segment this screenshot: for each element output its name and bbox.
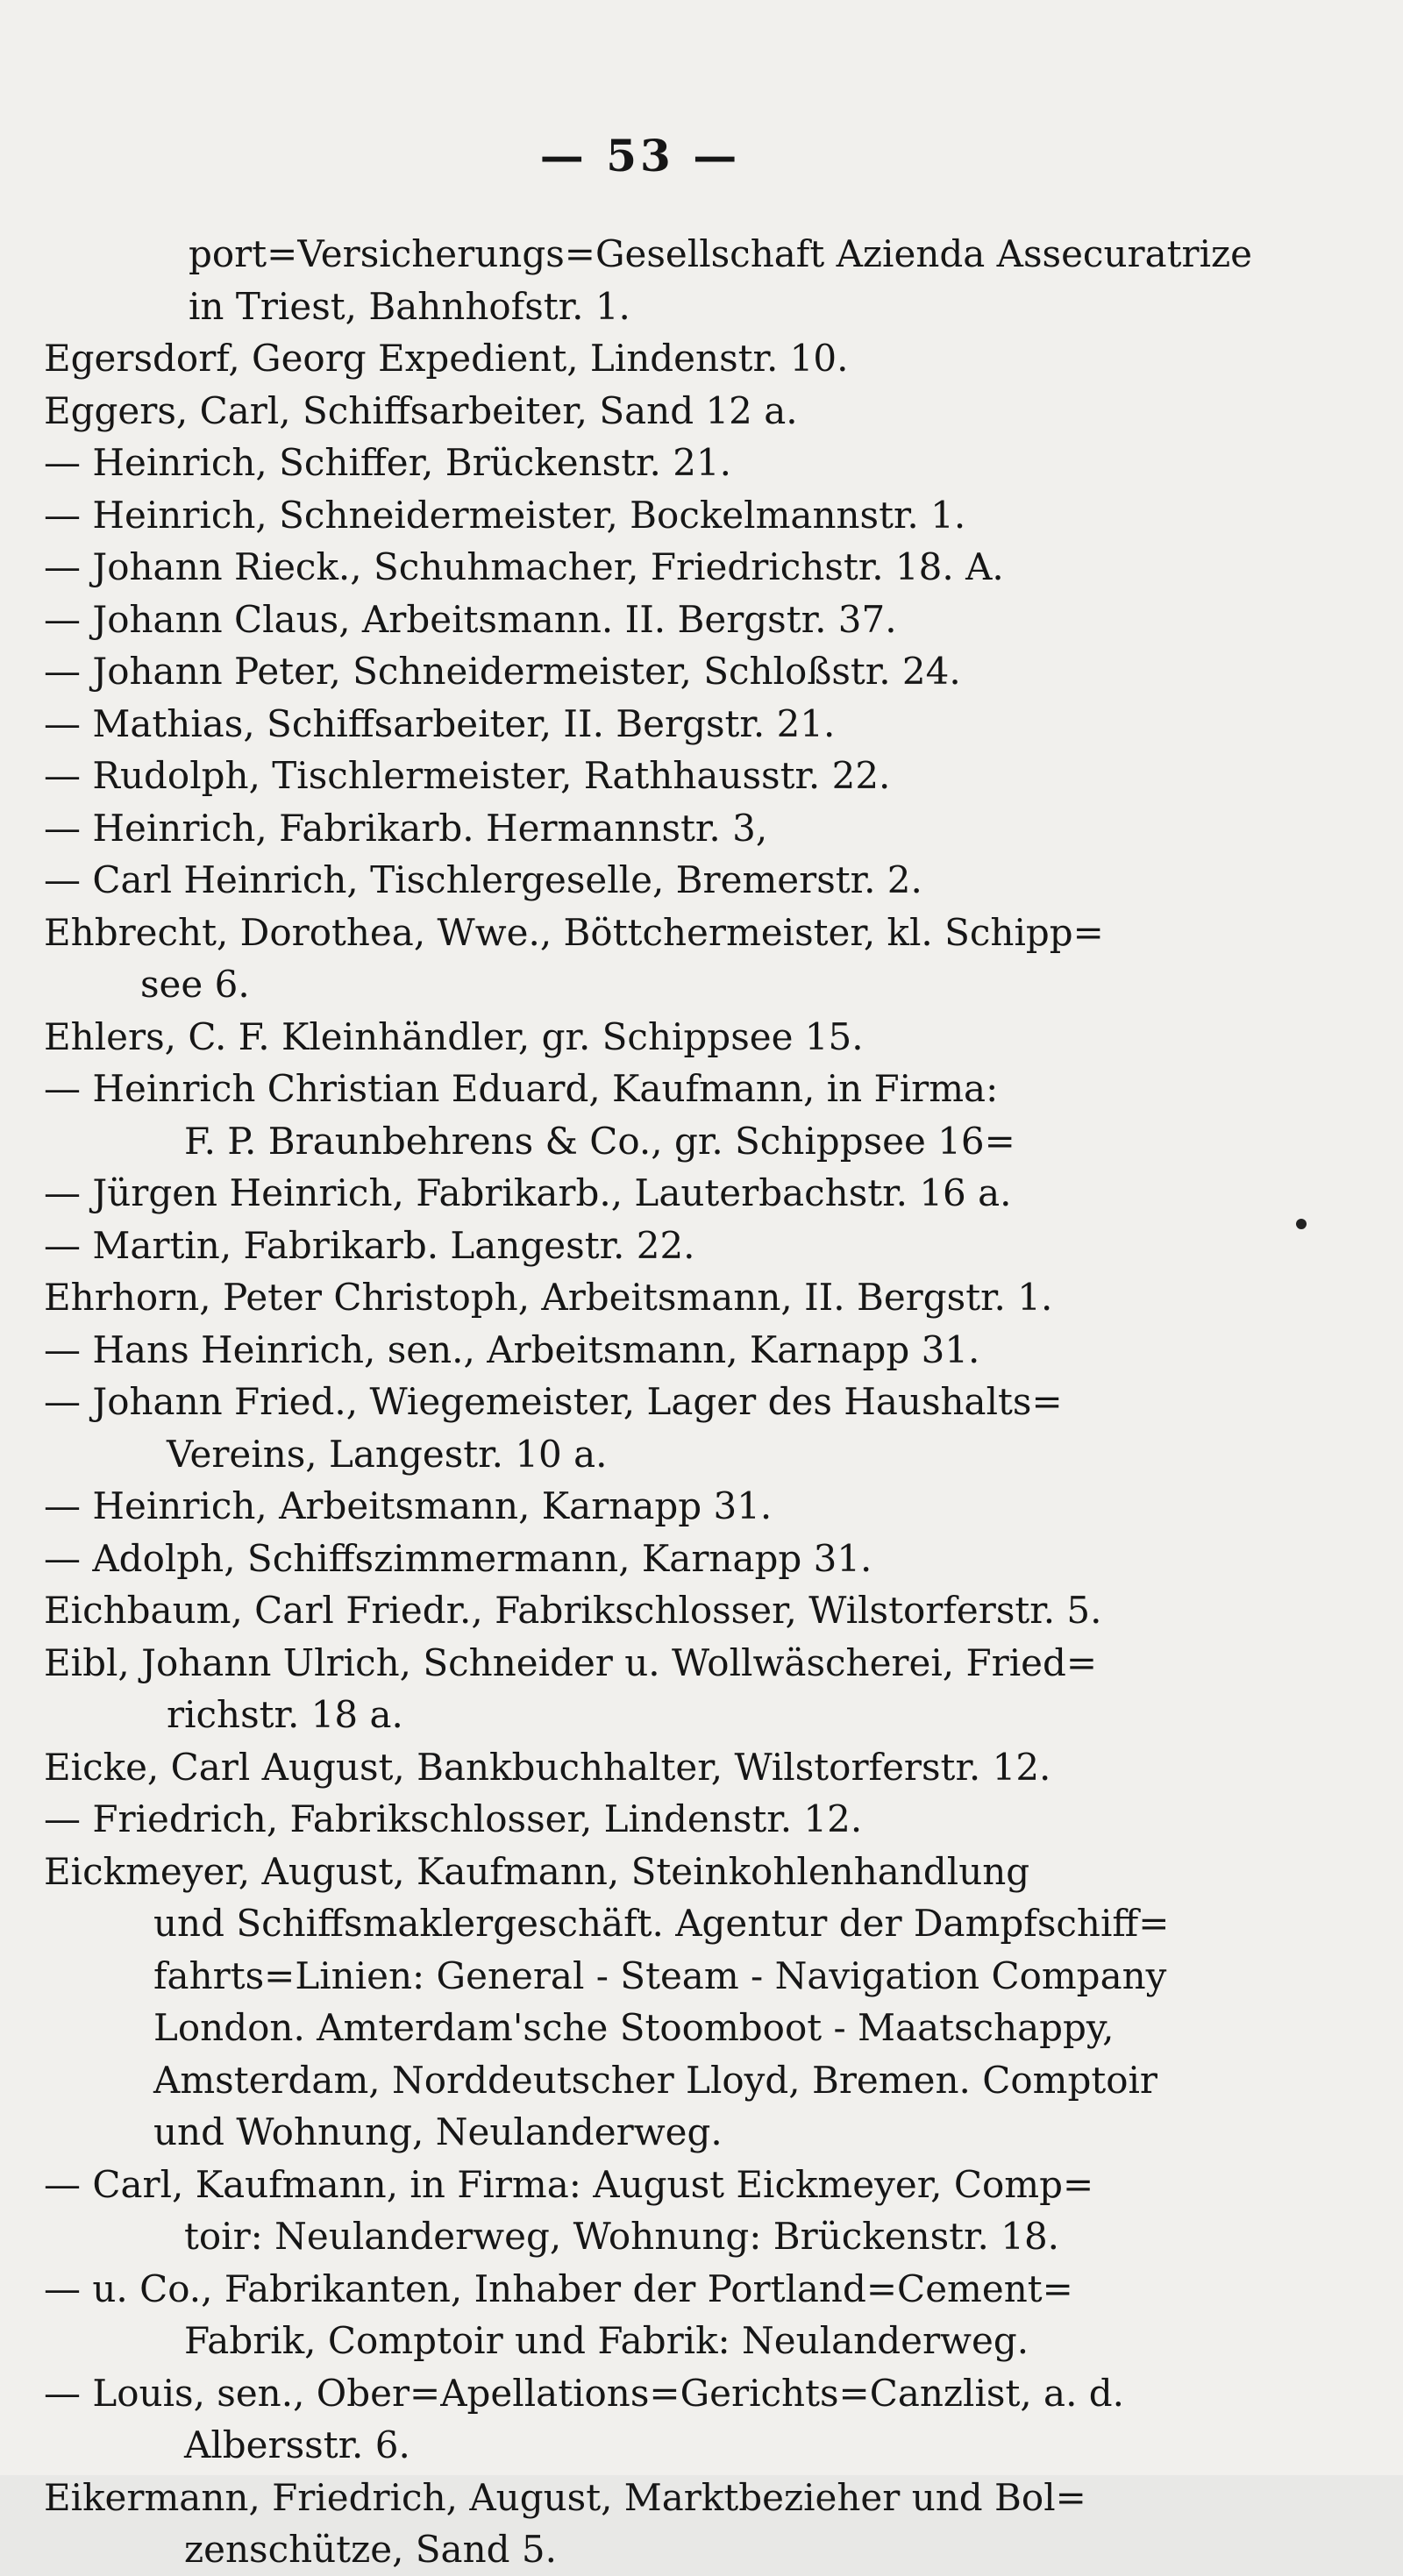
entry-line: Fabrik, Comptoir und Fabrik: Neulanderweg.: [184, 2319, 1029, 2362]
entry-line: Eibl, Johann Ulrich, Schneider u. Wollwäscherei, Fried=: [44, 1640, 1098, 1684]
page-number: — 53 —: [539, 130, 741, 181]
entry-line: — Heinrich, Arbeitsmann, Karnapp 31.: [44, 1484, 773, 1527]
entry-line: richstr. 18 a.: [167, 1693, 403, 1736]
entry-line: F. P. Braunbehrens & Co., gr. Schippsee 16=: [184, 1119, 1015, 1163]
ink-speck: [1296, 1219, 1307, 1229]
entry-line: — Jürgen Heinrich, Fabrikarb., Lauterbachstr. 16 a.: [44, 1171, 1012, 1214]
entry-line: — Hans Heinrich, sen., Arbeitsmann, Karnapp 31.: [44, 1327, 980, 1371]
entry-line: see 6.: [140, 963, 250, 1006]
entry-line: — Carl Heinrich, Tischlergeselle, Bremerstr. 2.: [44, 858, 922, 901]
entry-line: — Johann Fried., Wiegemeister, Lager des Haushalts=: [44, 1380, 1063, 1423]
entry-line: Amsterdam, Norddeutscher Lloyd, Bremen. Comptoir: [153, 2058, 1158, 2102]
entry-line: Eichbaum, Carl Friedr., Fabrikschlosser, Wilstorferstr. 5.: [44, 1589, 1102, 1632]
entry-line: — Mathias, Schiffsarbeiter, II. Bergstr. 21.: [44, 701, 836, 745]
entry-line: — Johann Rieck., Schuhmacher, Friedrichstr. 18. A.: [44, 545, 1004, 588]
entry-line: — Louis, sen., Ober=Apellations=Gerichts=Canzlist, a. d.: [44, 2371, 1125, 2415]
entry-line: Eickmeyer, August, Kaufmann, Steinkohlenhandlung: [44, 1849, 1030, 1893]
entry-line: Eicke, Carl August, Bankbuchhalter, Wilstorferstr. 12.: [44, 1745, 1051, 1789]
entry-line: Ehbrecht, Dorothea, Wwe., Böttchermeister, kl. Schipp=: [44, 910, 1104, 954]
entry-line: — Heinrich Christian Eduard, Kaufmann, in Firma:: [44, 1067, 999, 1110]
entry-line: — Adolph, Schiffszimmermann, Karnapp 31.: [44, 1536, 872, 1580]
entry-line: Ehlers, C. F. Kleinhändler, gr. Schippsee 15.: [44, 1014, 864, 1058]
entry-line: Vereins, Langestr. 10 a.: [167, 1432, 608, 1476]
entry-line: und Wohnung, Neulanderweg.: [153, 2110, 723, 2153]
entry-line: — Johann Claus, Arbeitsmann. II. Bergstr. 37.: [44, 597, 897, 641]
entry-line: — Johann Peter, Schneidermeister, Schloßstr. 24.: [44, 650, 961, 693]
entry-line: Albersstr. 6.: [184, 2423, 410, 2466]
entry-line: zenschütze, Sand 5.: [184, 2528, 557, 2571]
directory-entries: [44, 228, 1359, 2576]
entry-line: — Heinrich, Schiffer, Brückenstr. 21.: [44, 441, 731, 484]
entry-line: und Schiffsmaklergeschäft. Agentur der Dampfschiff=: [153, 1902, 1170, 1945]
entry-line: — Heinrich, Schneidermeister, Bockelmannstr. 1.: [44, 493, 966, 537]
entry-line: Eggers, Carl, Schiffsarbeiter, Sand 12 a.: [44, 388, 798, 432]
entry-line: — Heinrich, Fabrikarb. Hermannstr. 3,: [44, 806, 768, 850]
entry-line: — Rudolph, Tischlermeister, Rathhausstr. 22.: [44, 754, 891, 797]
entry-line: port=Versicherungs=Gesellschaft Azienda Assecuratrize: [189, 232, 1252, 275]
entry-line: fahrts=Linien: General - Steam - Navigation Company: [153, 1953, 1167, 1997]
entry-line: — u. Co., Fabrikanten, Inhaber der Portland=Cement=: [44, 2266, 1073, 2310]
entry-line: Egersdorf, Georg Expedient, Lindenstr. 10.: [44, 337, 849, 380]
entry-line: in Triest, Bahnhofstr. 1.: [189, 284, 630, 328]
entry-line: — Carl, Kaufmann, in Firma: August Eickmeyer, Comp=: [44, 2162, 1094, 2206]
entry-line: Ehrhorn, Peter Christoph, Arbeitsmann, II. Bergstr. 1.: [44, 1276, 1053, 1319]
entry-line: — Martin, Fabrikarb. Langestr. 22.: [44, 1223, 695, 1267]
entry-line: — Friedrich, Fabrikschlosser, Lindenstr. 12.: [44, 1797, 863, 1840]
entry-line: Eikermann, Friedrich, August, Marktbezieher und Bol=: [44, 2475, 1086, 2519]
entry-line: London. Amterdam'sche Stoomboot - Maatschappy,: [153, 2006, 1115, 2049]
entry-line: toir: Neulanderweg, Wohnung: Brückenstr. 18.: [184, 2215, 1060, 2258]
